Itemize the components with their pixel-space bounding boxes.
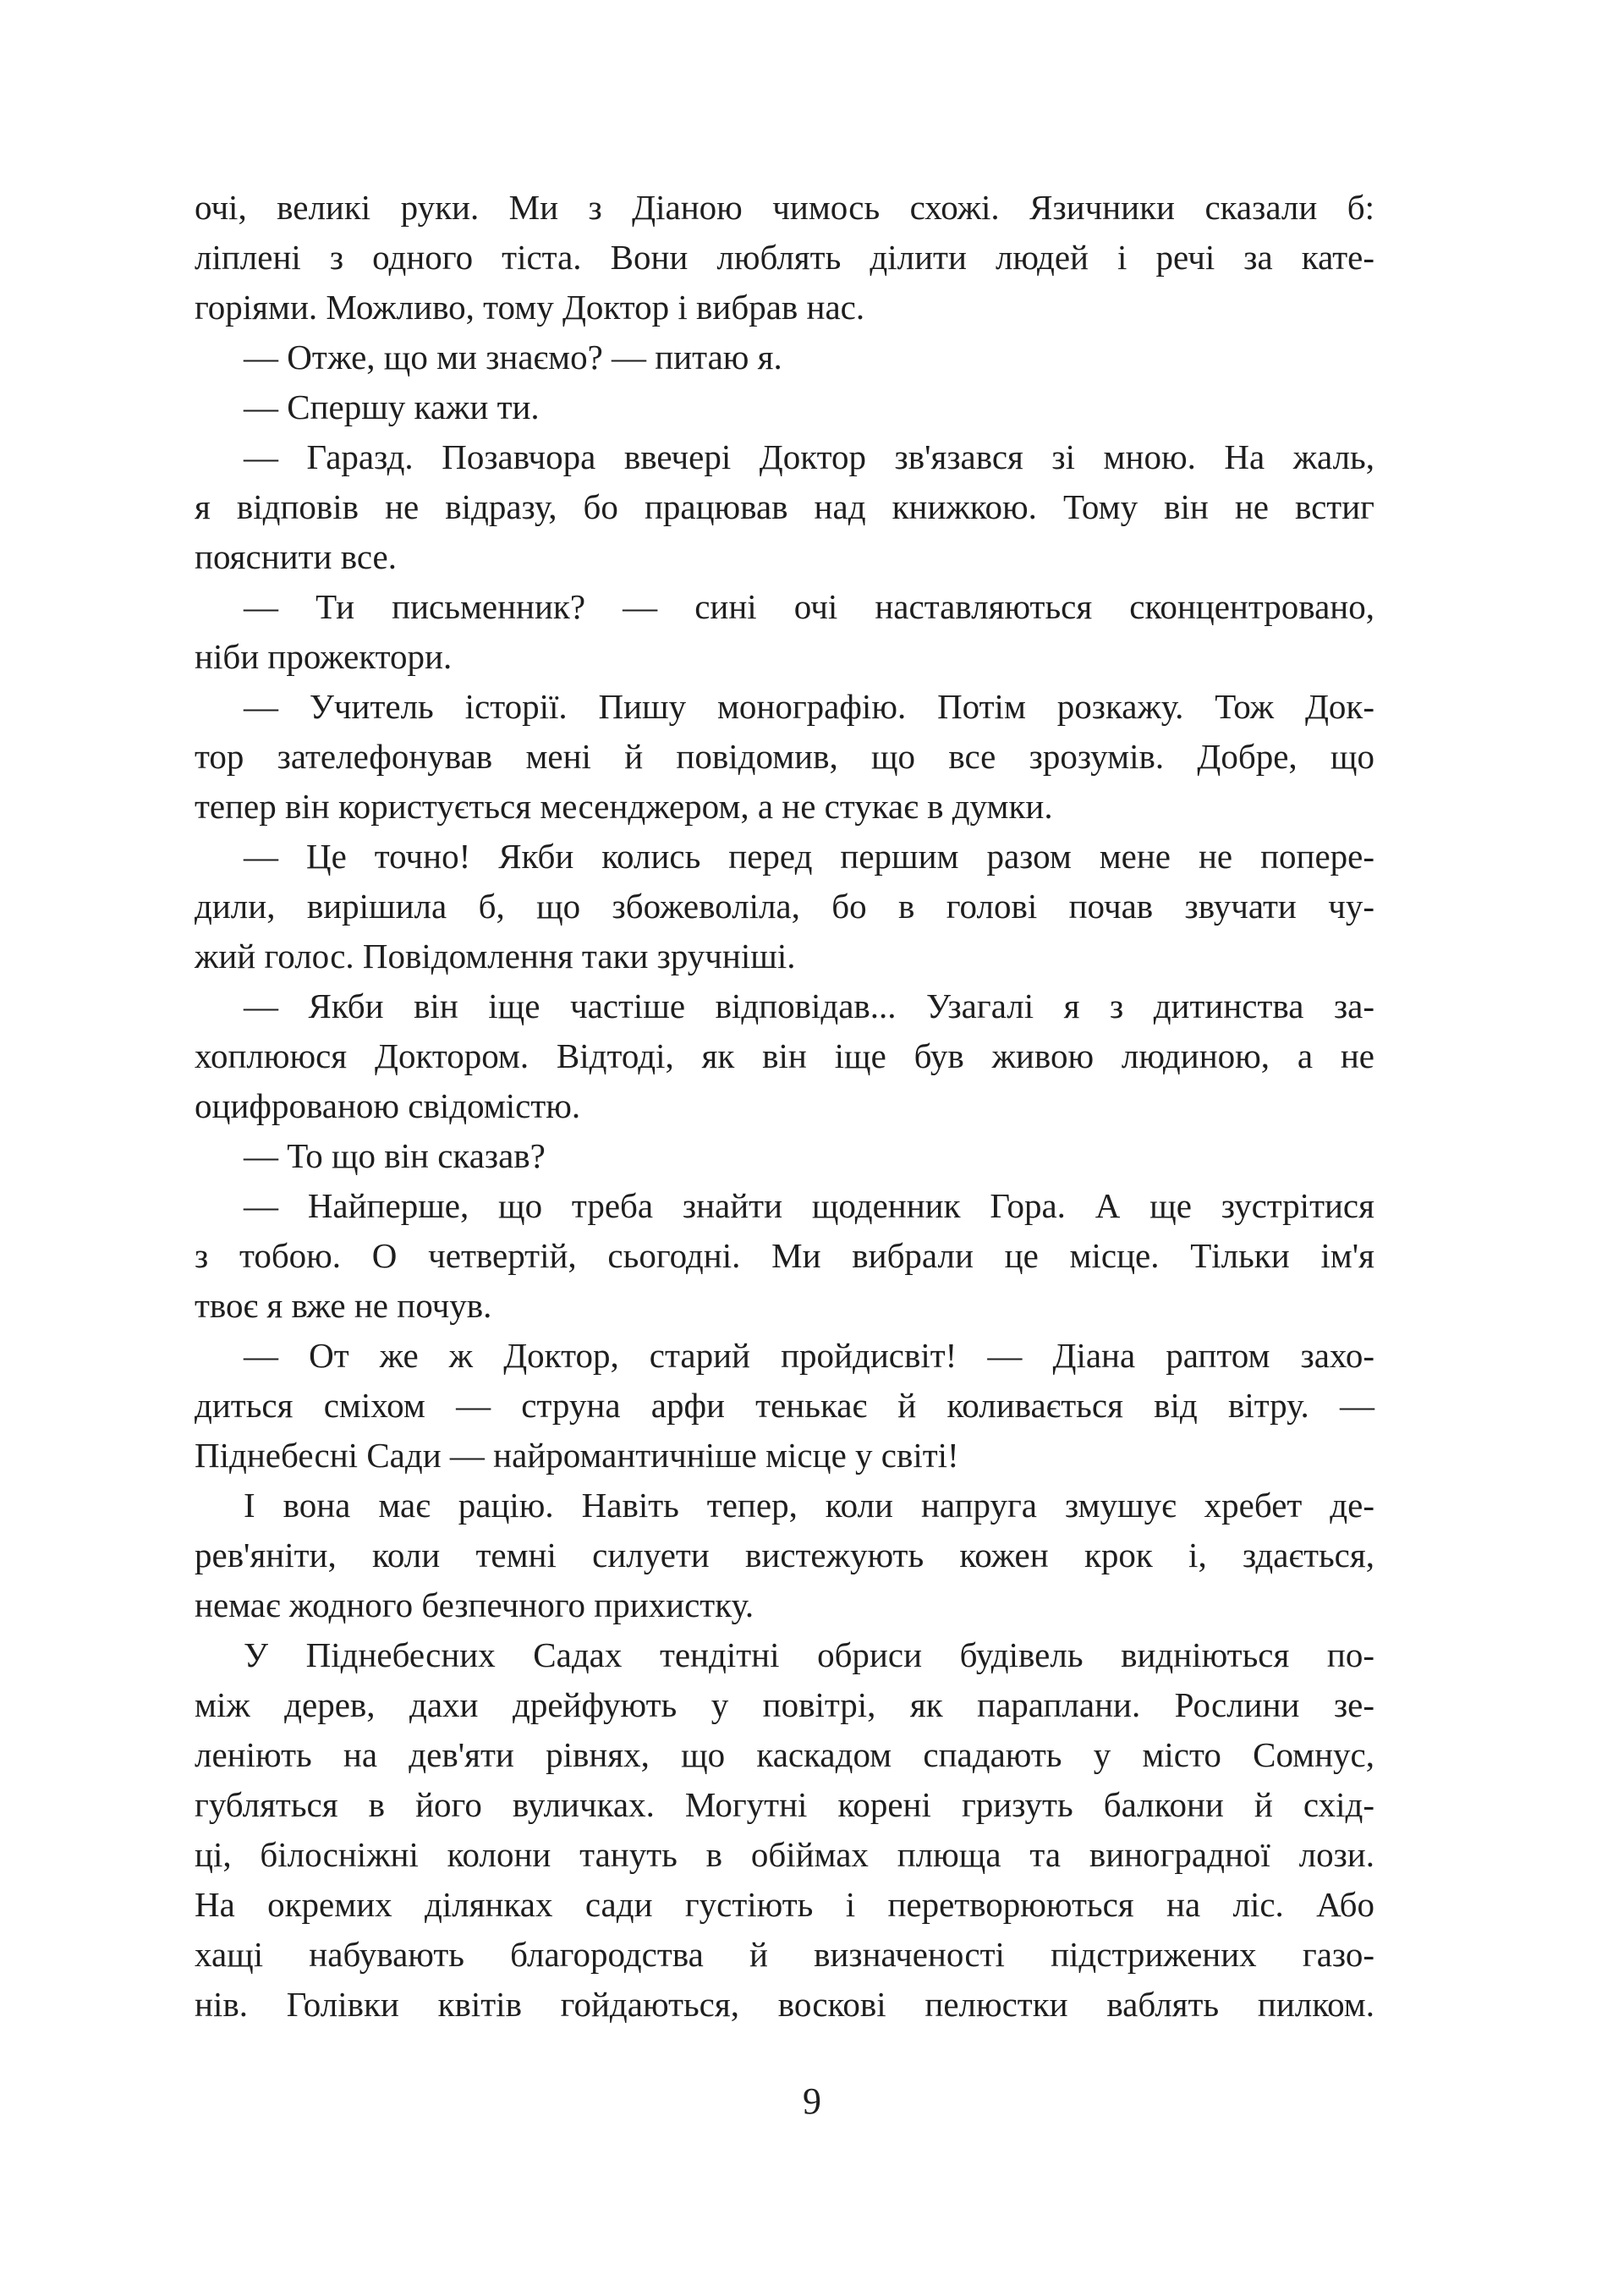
- text-line: немає жодного безпечного прихистку.: [195, 1585, 754, 1624]
- text-line: — То що він сказав?: [244, 1136, 546, 1175]
- text-line: між дерев, дахи дрейфують у повітрі, як параплани. Рослини зе-: [195, 1685, 1374, 1724]
- text-line: очі, великі руки. Ми з Діаною чимось схожі. Язичники сказали б:: [195, 188, 1374, 227]
- text-line: — Якби він іще частіше відповідав... Узагалі я з дитинства за-: [244, 986, 1374, 1025]
- text-line: пояснити все.: [195, 537, 397, 576]
- text-line: — Це точно! Якби колись перед першим разом мене не попере-: [244, 837, 1374, 876]
- text-line: рев'яніти, коли темні силуети вистежують кожен крок і, здається,: [195, 1536, 1374, 1574]
- text-line: твоє я вже не почув.: [195, 1286, 492, 1325]
- text-line: жий голос. Повідомлення таки зручніші.: [195, 937, 796, 975]
- text-line: — Гаразд. Позавчора ввечері Доктор зв'язався зі мною. На жаль,: [244, 437, 1374, 476]
- text-line: я відповів не відразу, бо працював над книжкою. Тому він не встиг: [195, 487, 1374, 526]
- text-line: губляться в його вуличках. Могутні корені гризуть балкони й схід-: [195, 1785, 1374, 1824]
- text-line: На окремих ділянках сади густіють і перетворюються на ліс. Або: [195, 1885, 1374, 1924]
- text-line: леніють на дев'яти рівнях, що каскадом спадають у місто Сомнус,: [195, 1735, 1374, 1774]
- text-line: Піднебесні Сади — найромантичніше місце у світі!: [195, 1436, 959, 1475]
- text-line: ліплені з одного тіста. Вони люблять ділити людей і речі за кате-: [195, 238, 1374, 277]
- text-line: — Спершу кажи ти.: [244, 387, 540, 426]
- text-line: дили, вирішила б, що збожеволіла, бо в голові почав звучати чу-: [195, 887, 1374, 926]
- text-line: ніби прожектори.: [195, 637, 453, 676]
- text-line: з тобою. О четвертій, сьогодні. Ми вибрали це місце. Тільки ім'я: [195, 1236, 1374, 1275]
- text-line: горіями. Можливо, тому Доктор і вибрав нас.: [195, 288, 865, 327]
- page-body-text: [195, 183, 1374, 2030]
- text-line: нів. Голівки квітів гойдаються, воскові пелюстки ваблять пилком.: [195, 1985, 1374, 2024]
- page-number: 9: [803, 2080, 821, 2122]
- text-line: — Отже, що ми знаємо? — питаю я.: [244, 338, 782, 376]
- text-line: І вона має рацію. Навіть тепер, коли напруга змушує хребет де-: [244, 1486, 1374, 1525]
- text-line: — Учитель історії. Пишу монографію. Потім розкажу. Тож Док-: [244, 687, 1374, 726]
- text-line: тепер він користується месенджером, а не стукає в думки.: [195, 787, 1053, 826]
- text-line: хоплююся Доктором. Відтоді, як він іще був живою людиною, а не: [195, 1036, 1374, 1075]
- text-line: — Ти письменник? — сині очі наставляються сконцентровано,: [244, 587, 1374, 626]
- text-line: тор зателефонував мені й повідомив, що все зрозумів. Добре, що: [195, 737, 1374, 776]
- text-line: — От же ж Доктор, старий пройдисвіт! — Діана раптом захо-: [244, 1336, 1374, 1375]
- text-line: — Найперше, що треба знайти щоденник Гора. А ще зустрітися: [244, 1186, 1374, 1225]
- text-line: диться сміхом — струна арфи тенькає й коливається від вітру. —: [195, 1386, 1374, 1425]
- text-line: У Піднебесних Садах тендітні обриси будівель видніються по-: [244, 1635, 1374, 1674]
- text-line: хащі набувають благородства й визначеності підстрижених газо-: [195, 1935, 1374, 1974]
- text-line: оцифрованою свідомістю.: [195, 1086, 581, 1125]
- text-line: ці, білосніжні колони тануть в обіймах плюща та виноградної лози.: [195, 1835, 1374, 1874]
